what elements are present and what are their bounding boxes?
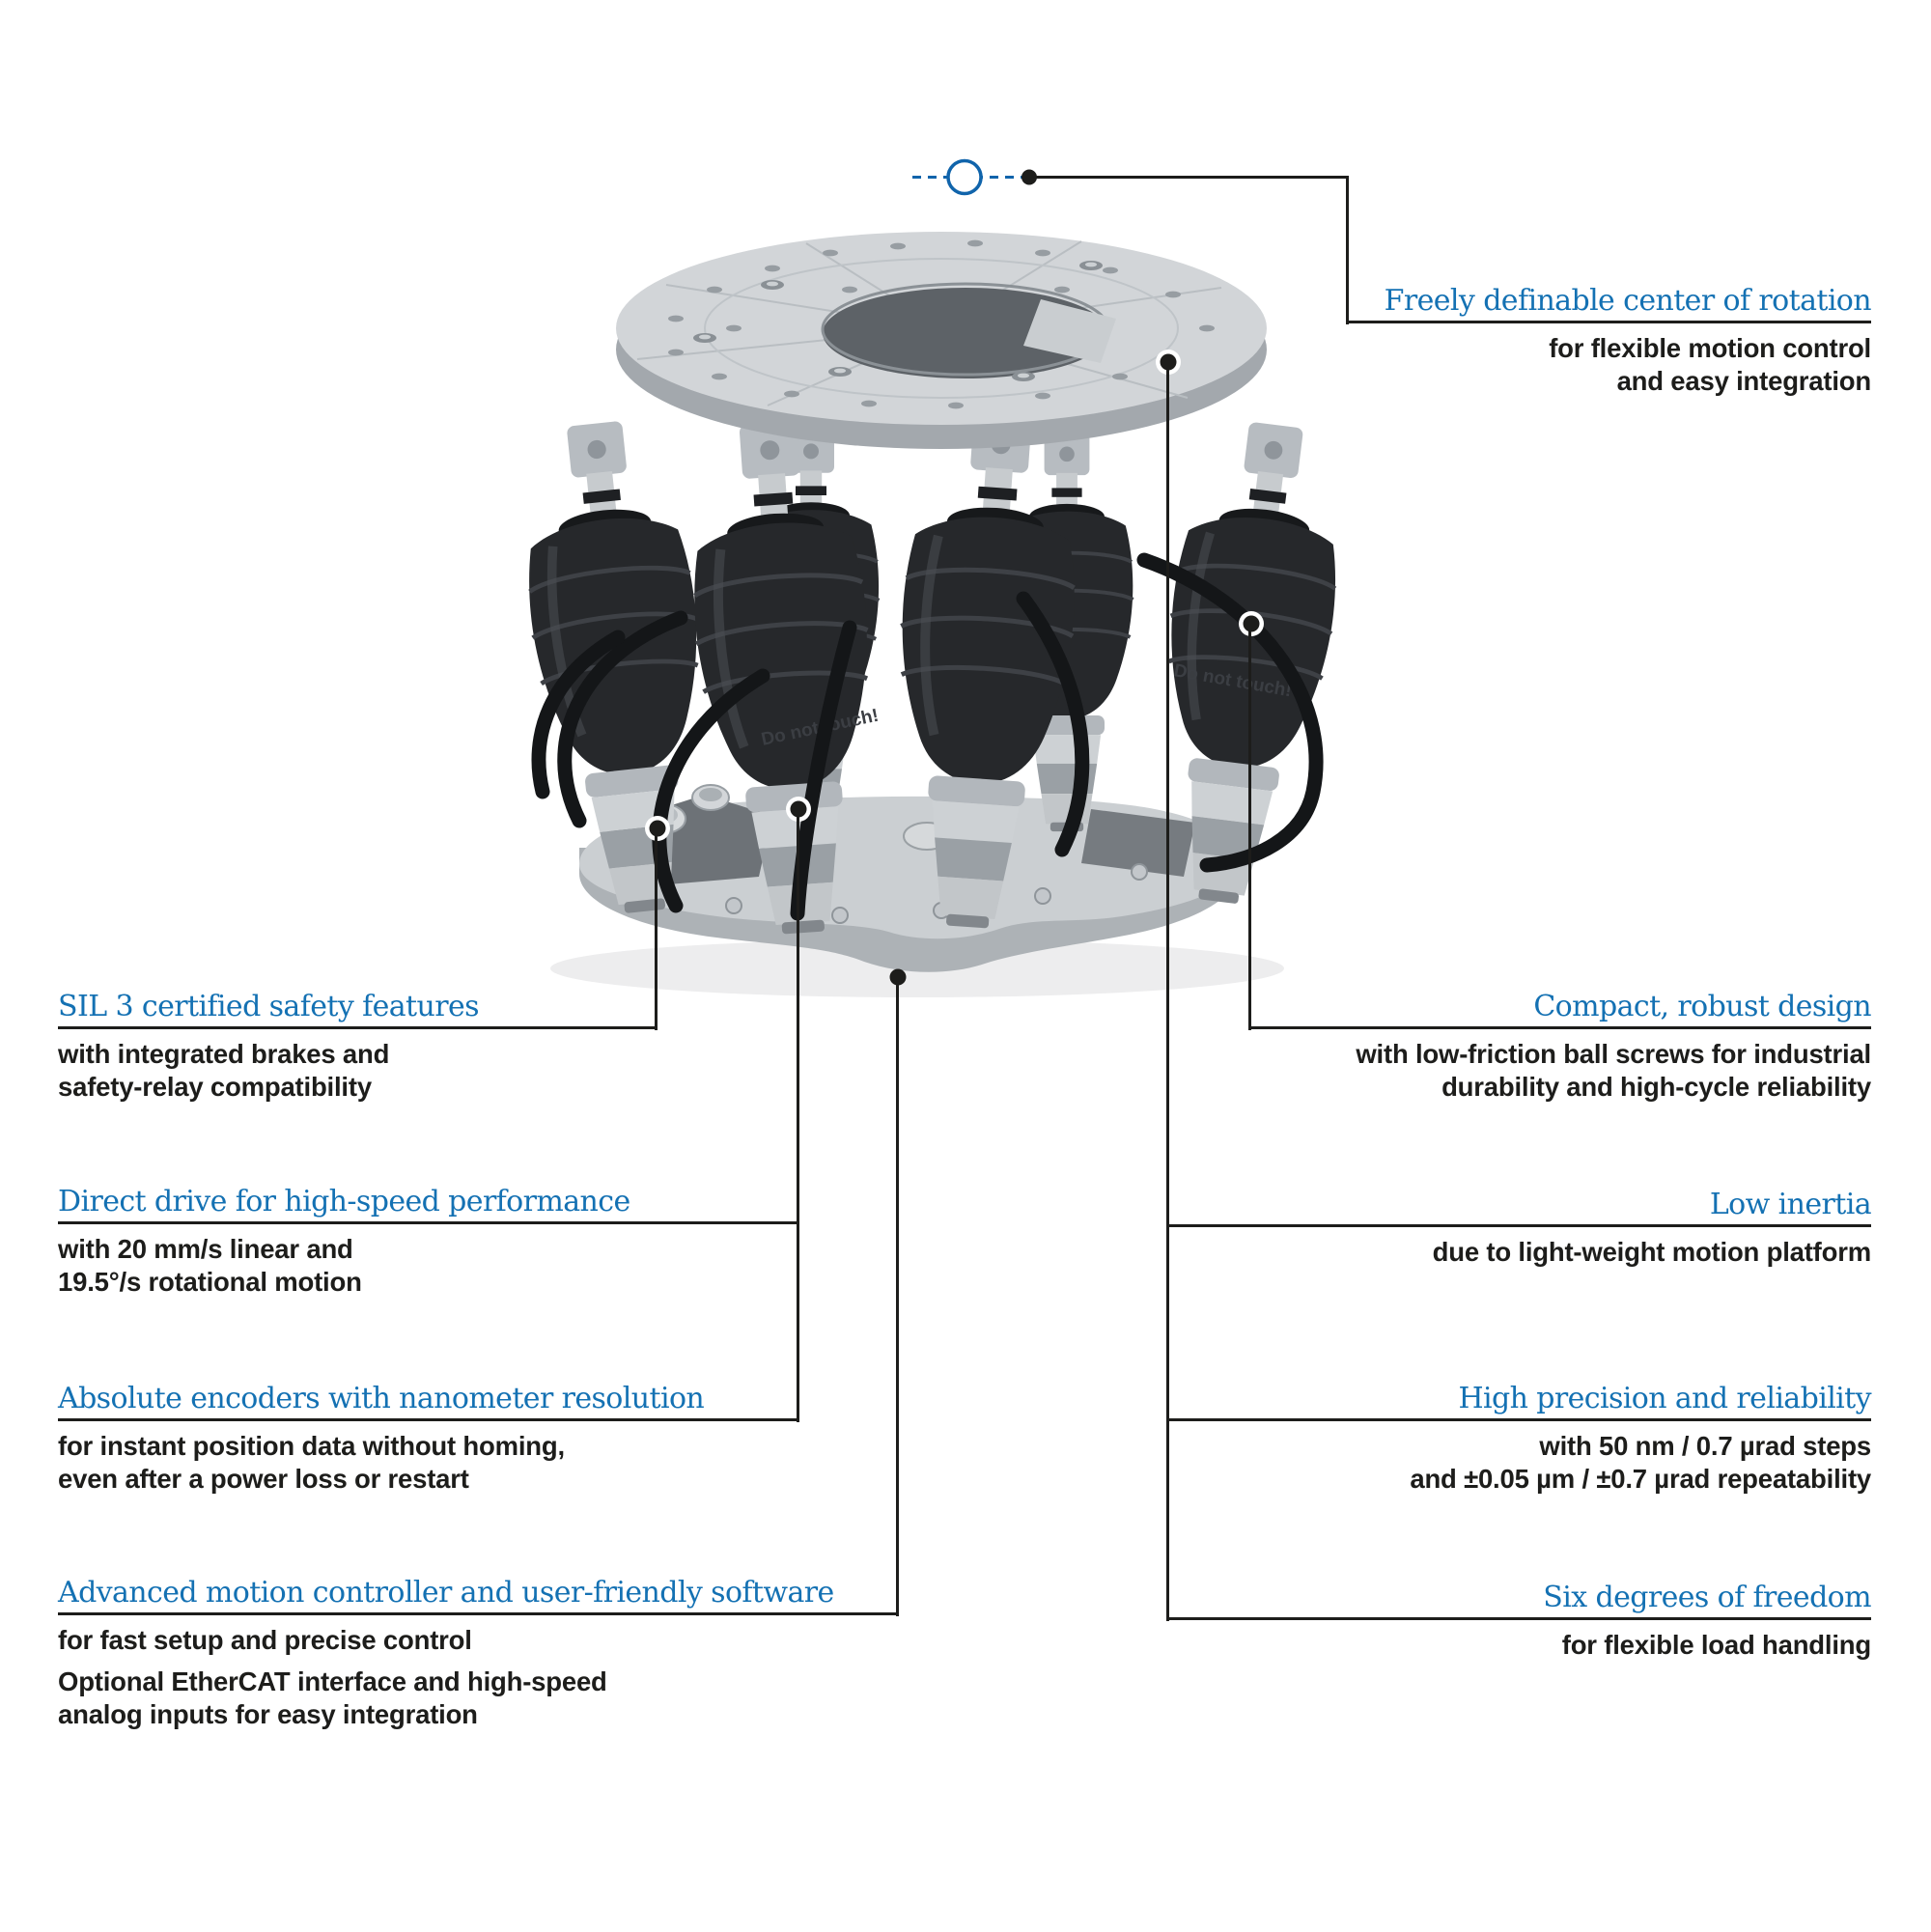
callout-body-line: due to light-weight motion platform [1432,1237,1871,1267]
callout-body-line: Optional EtherCAT interface and high-speed [58,1666,607,1696]
callout-body-line: with 50 nm / 0.7 µrad steps [1539,1431,1871,1461]
callout-body [1273,332,1871,398]
center-of-rotation-marker [912,161,1022,194]
callout-low-inertia [1137,1187,1871,1269]
callout-rule [1169,1224,1871,1227]
callout-body-line: analog inputs for easy integration [58,1699,478,1729]
callout-body-line: safety-relay compatibility [58,1072,372,1102]
callout-direct-drive [58,1184,1023,1299]
callout-body-line: durability and high-cycle reliability [1441,1072,1871,1102]
callout-rule [1348,321,1871,323]
callout-six-dof [1137,1580,1871,1662]
callout-compact-design [1137,989,1871,1104]
rotation-center-circle-icon [948,161,981,194]
callout-body [58,1038,1023,1104]
callout-body-line: for flexible motion control [1549,333,1871,363]
callout-body [58,1233,1023,1299]
callout-body-line: and ±0.05 µm / ±0.7 µrad repeatability [1410,1464,1871,1494]
callout-absolute-encoders [58,1381,1023,1496]
embossed-label: Do not touch! [1172,660,1294,702]
callout-body-line: for flexible load handling [1561,1630,1871,1660]
embossed-label: Do not touch! [759,705,881,750]
callout-body [1137,1430,1871,1496]
callout-body [1137,1038,1871,1104]
callout-body [58,1430,1023,1496]
callout-rule [1169,1617,1871,1620]
callout-body [58,1666,1023,1731]
callout-body-line: with integrated brakes and [58,1039,390,1069]
callout-body-line: for instant position data without homing, [58,1431,565,1461]
callout-rule [58,1418,799,1421]
callout-body [1137,1629,1871,1662]
callout-title: Freely definable center of rotation [1384,284,1871,318]
callout-body-line: with 20 mm/s linear and [58,1234,353,1264]
callout-title: Advanced motion controller and user-friendly software [58,1576,834,1610]
callout-body-line: 19.5°/s rotational motion [58,1267,362,1297]
callout-body-line: and easy integration [1616,366,1871,396]
callout-body-line: even after a power loss or restart [58,1464,469,1494]
callout-motion-controller [58,1575,1023,1731]
callout-title: Six degrees of freedom [1543,1581,1871,1614]
callout-center-of-rotation [1273,283,1871,398]
callout-rule [1169,1418,1871,1421]
callout-body-line: with low-friction ball screws for industrial [1356,1039,1871,1069]
callout-title: Direct drive for high-speed performance [58,1185,630,1218]
callout-title: SIL 3 certified safety features [58,990,479,1023]
callout-title: Compact, robust design [1533,990,1871,1023]
callout-high-precision [1137,1381,1871,1496]
callout-rule [1249,1026,1871,1029]
callout-body [1137,1236,1871,1269]
callout-title: Absolute encoders with nanometer resolution [58,1382,705,1415]
callout-title: High precision and reliability [1458,1382,1871,1415]
callout-rule [58,1026,658,1029]
callout-rule [58,1221,799,1224]
callout-sil3-safety [58,989,1023,1104]
callout-title: Low inertia [1709,1188,1871,1221]
callout-rule [58,1612,899,1615]
callout-body-line: for fast setup and precise control [58,1625,472,1655]
callout-body [58,1624,1023,1657]
